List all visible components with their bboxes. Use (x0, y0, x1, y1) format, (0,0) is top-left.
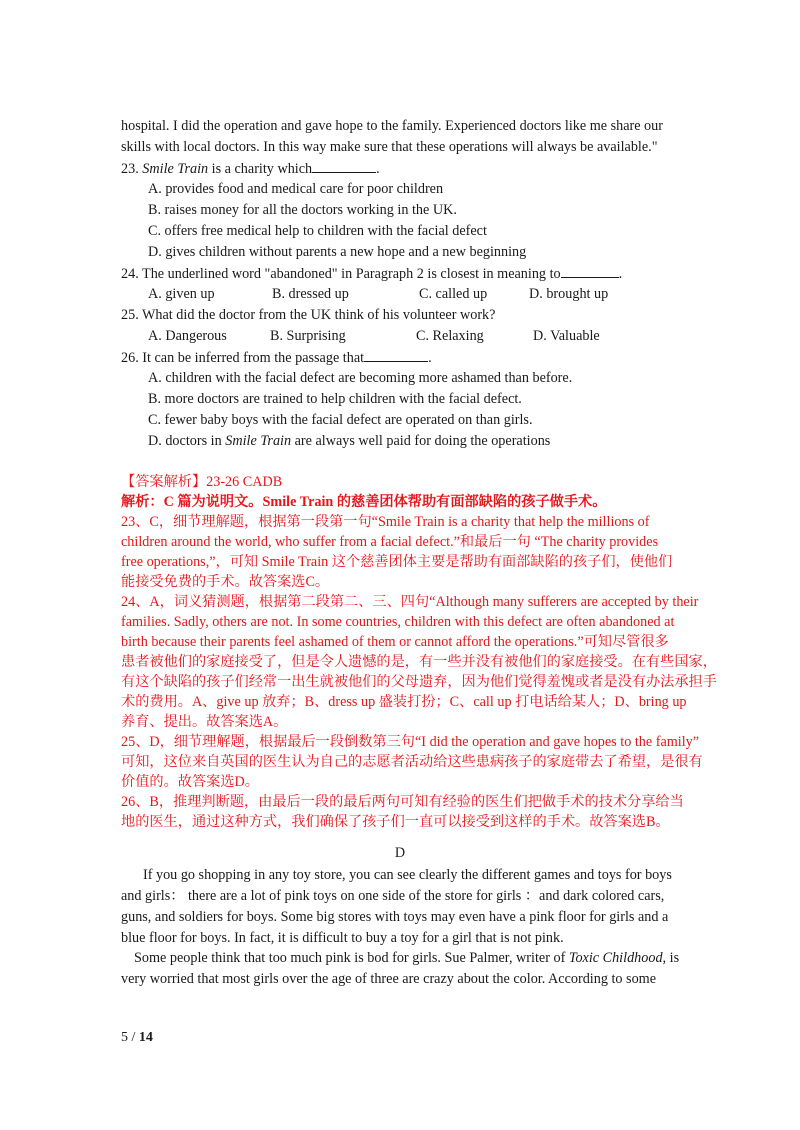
page-number (121, 1030, 153, 1046)
page-total: 14 (138, 1030, 153, 1045)
q24-option-d: D. brought up (529, 286, 609, 302)
q24-option-b: B. dressed up (272, 286, 349, 302)
passage-d-line: blue floor for boys. In fact, it is difficult to buy a toy for a girl that is not pink. (121, 930, 564, 946)
answer-line: 24、A，词义猜测题，根据第二段第二、三、四句“Although many sufferers are accepted by their (121, 594, 699, 610)
answer-summary: 解析：C 篇为说明文。Smile Train 的慈善团体帮助有面部缺陷的孩子做手术。 (121, 494, 607, 510)
answer-line: free operations,”，可知 Smile Train 这个慈善团体主要是帮助有面部缺陷的孩子们，使他们 (121, 554, 673, 570)
q26-stem-text: 26. It can be inferred from the passage that (121, 350, 365, 366)
q25-option-c: C. Relaxing (416, 328, 484, 344)
q24-stem-end: . (618, 266, 623, 282)
q24-option-a: A. given up (148, 286, 215, 302)
q23-option-a: A. provides food and medical care for poor children (148, 181, 444, 197)
q26-stem-end: . (428, 350, 432, 366)
passage-d-text: Some people think that too much pink is bod for girls. Sue Palmer, writer of (134, 950, 569, 966)
passage-line: skills with local doctors. In this way make sure that these operations will always be available." (121, 139, 658, 155)
answer-line: birth because their parents feel ashamed of them or cannot afford the operations.”可知尽管很多 (121, 634, 669, 650)
question-26-stem (121, 347, 432, 368)
answer-line: 价值的。故答案选D。 (121, 774, 259, 790)
q23-option-b: B. raises money for all the doctors working in the UK. (148, 202, 457, 218)
answer-line: 术的费用。A、give up 放弃；B、dress up 盛装打扮；C、call up 打电话给某人；D、bring up (121, 694, 687, 710)
q23-stem-end: . (376, 161, 380, 177)
answer-blank (312, 158, 376, 173)
q24-option-c: C. called up (419, 286, 488, 302)
answer-line: children around the world, who suffer from a facial defect.”和最后一句 “The charity provides (121, 534, 659, 550)
passage-d-line (134, 948, 679, 968)
answer-line: 地的医生，通过这种方式，我们确保了孩子们一直可以接受到这样的手术。故答案选B。 (121, 814, 670, 830)
q23-option-d: D. gives children without parents a new hope and a new beginning (148, 244, 527, 260)
answer-line: 26、B，推理判断题，由最后一段的最后两句可知有经验的医生们把做手术的技术分享给当 (121, 794, 684, 810)
book-title: Toxic Childhood (568, 950, 663, 966)
question-25-stem: 25. What did the doctor from the UK think of his volunteer work? (121, 307, 496, 323)
q25-option-b: B. Surprising (270, 328, 346, 344)
passage-d-text: , is (662, 950, 680, 966)
q26-option-b: B. more doctors are trained to help children with the facial defect. (148, 391, 522, 407)
q26-option-d-text-end: are always well paid for doing the operations (291, 433, 551, 449)
q25-option-a: A. Dangerous (148, 328, 227, 344)
q26-option-c: C. fewer baby boys with the facial defect are operated on than girls. (148, 412, 533, 428)
q25-option-d: D. Valuable (533, 328, 600, 344)
passage-line: hospital. I did the operation and gave hope to the family. Experienced doctors like me share our (121, 118, 663, 134)
passage-d-line: guns, and soldiers for boys. Some big stores with toys may even have a pink floor for girls and a (121, 909, 669, 925)
q23-option-c: C. offers free medical help to children with the facial defect (148, 223, 487, 239)
q26-option-a: A. children with the facial defect are becoming more ashamed than before. (148, 370, 573, 386)
q23-italic-name: Smile Train (142, 161, 209, 177)
q24-stem-text: 24. The underlined word "abandoned" in Paragraph 2 is closest in meaning to (121, 266, 561, 282)
answer-blank (364, 347, 428, 362)
question-23-stem (121, 158, 380, 179)
answer-line: 25、D，细节理解题，根据最后一段倒数第三句“I did the operation and gave hopes to the family” (121, 734, 700, 750)
answer-line: 23、C，细节理解题，根据第一段第一句“Smile Train is a charity that help the millions of (121, 514, 650, 530)
passage-d-line: very worried that most girls over the age of three are crazy about the color. According to some (121, 971, 656, 987)
q26-option-d (148, 431, 550, 451)
q26-option-d-text: D. doctors in (148, 433, 226, 449)
q23-number: 23. (121, 161, 143, 177)
answer-blank (561, 263, 619, 278)
answer-line: 有这个缺陷的孩子们经常一出生就被他们的父母遗弃，因为他们觉得羞愧或者是没有办法承担手 (121, 674, 717, 690)
question-24-stem (121, 263, 622, 284)
q26-option-d-italic: Smile Train (225, 433, 292, 449)
page-current: 5 / (121, 1030, 139, 1045)
answer-line: 养育、提出。故答案选A。 (121, 714, 288, 730)
section-letter: D (394, 845, 406, 861)
answer-line: 患者被他们的家庭接受了，但是令人遗憾的是，有一些并没有被他们的家庭接受。在有些国家， (121, 654, 717, 670)
answer-line: families. Sadly, others are not. In some countries, children with this defect are often abandoned at (121, 614, 675, 630)
passage-d-line: If you go shopping in any toy store, you can see clearly the different games and toys for boys (143, 867, 672, 883)
answer-line: 可知，这位来自英国的医生认为自己的志愿者活动给这些患病孩子的家庭带去了希望，是很有 (121, 754, 703, 770)
passage-d-line: and girls： there are a lot of pink toys on one side of the store for girls ：and dark colored cars, (121, 888, 665, 904)
answer-line: 能接受免费的手术。故答案选C。 (121, 574, 330, 590)
q23-stem-text: is a charity which (208, 161, 313, 177)
answer-header: 【答案解析】23-26 CADB (121, 474, 283, 490)
